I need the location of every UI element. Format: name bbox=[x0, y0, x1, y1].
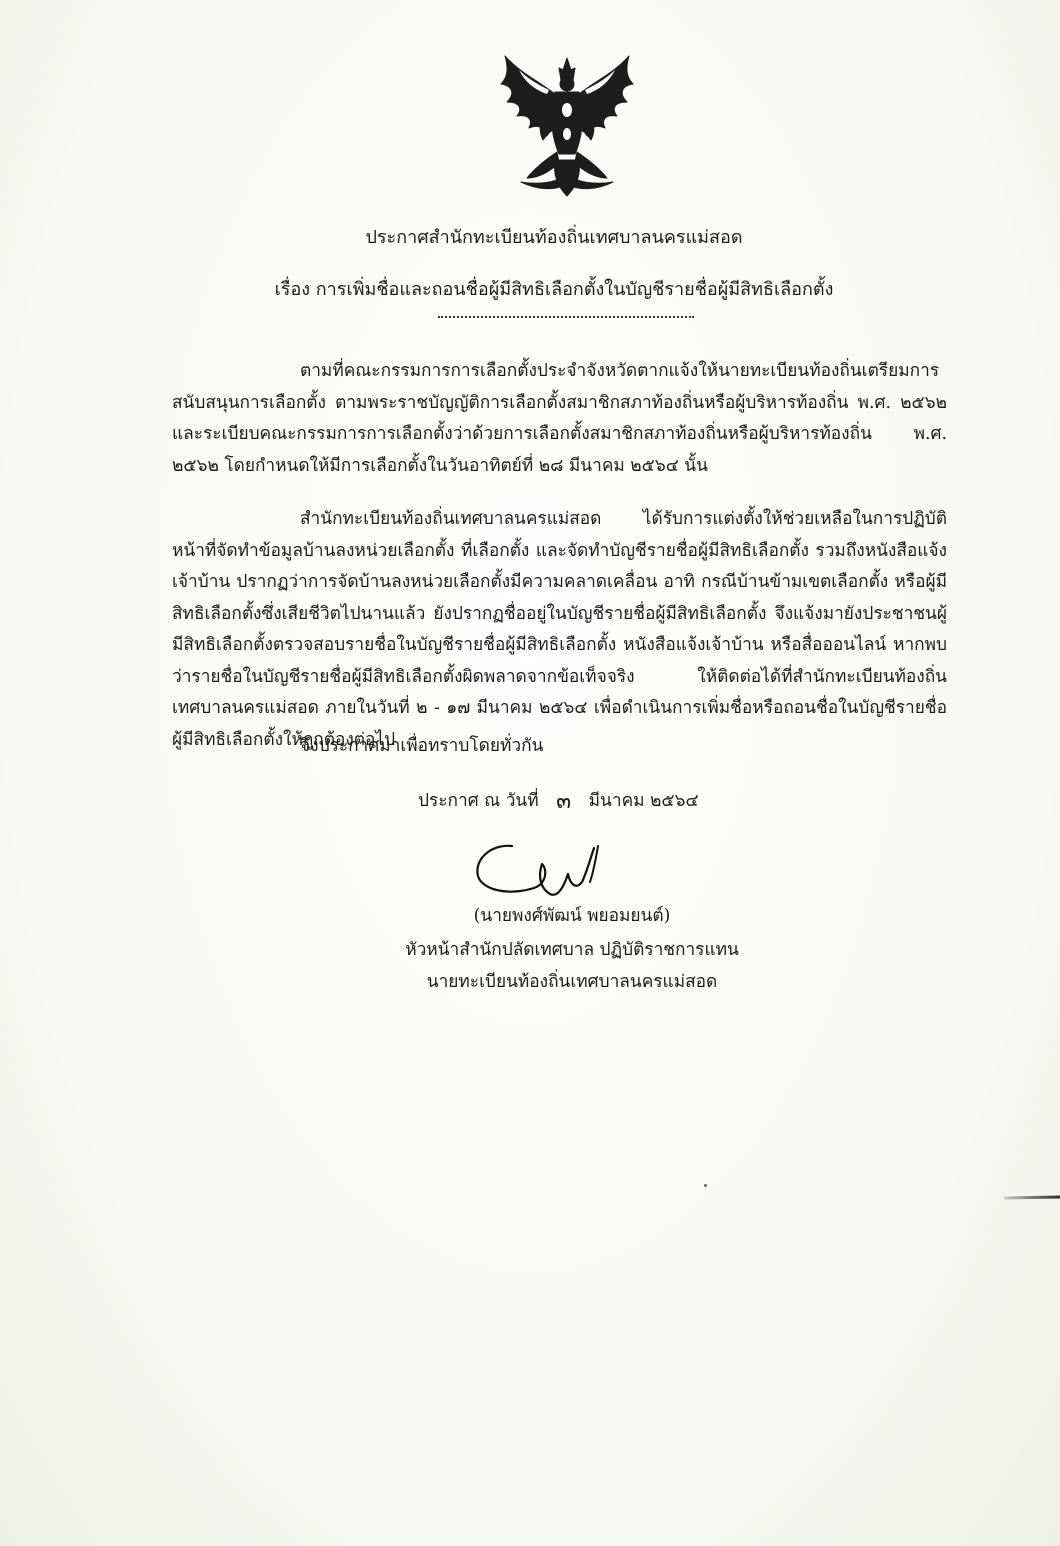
closing-statement: จึงประกาศมาเพื่อทราบโดยทั่วกัน bbox=[300, 736, 544, 756]
signatory-position-1: หัวหน้าสำนักปลัดเทศบาล ปฏิบัติราชการแทน bbox=[405, 940, 739, 960]
announcement-title: ประกาศสำนักทะเบียนท้องถิ่นเทศบาลนครแม่สอด bbox=[365, 227, 743, 248]
date-day: ๓ bbox=[556, 789, 572, 814]
handwritten-signature bbox=[468, 836, 628, 906]
paper-edge-mark bbox=[1004, 1196, 1060, 1200]
signatory-position-2: นายทะเบียนท้องถิ่นเทศบาลนครแม่สอด bbox=[426, 972, 718, 992]
announcement-subject: เรื่อง การเพิ่มชื่อและถอนชื่อผู้มีสิทธิเลือกตั้งในบัญชีรายชื่อผู้มีสิทธิเลือกตั้ง bbox=[274, 279, 834, 300]
body-paragraph-1: ตามที่คณะกรรมการการเลือกตั้งประจำจังหวัดตากแจ้งให้นายทะเบียนท้องถิ่นเตรียมการสนับสนุนการเลือกตั้ง ตามพระราชบัญญัติการเลือกตั้งสมาชิกสภาท้องถิ่นหรือผู้บริหารท้องถิ่น พ.ศ. ๒๕๖๒ และระเบียบคณะกรรมการการเลือกตั้งว่าด้วยการเลือกตั้งสมาชิกสภาท้องถิ่นหรือผู้บริหารท้องถิ่น พ.ศ. ๒๕๖๒ โดยกำหนดให้มีการเลือกตั้งในวันอาทิตย์ที่ ๒๘ มีนาคม ๒๕๖๔ นั้น bbox=[172, 361, 947, 476]
title-divider bbox=[438, 316, 694, 318]
signatory-name: (นายพงศ์พัฒน์ พยอมยนต์) bbox=[473, 906, 671, 926]
paper-speck bbox=[704, 1184, 707, 1187]
date-month-year: มีนาคม ๒๕๖๔ bbox=[588, 791, 699, 811]
garuda-emblem-icon bbox=[497, 50, 637, 200]
date-prefix: ประกาศ ณ วันที่ bbox=[418, 791, 539, 811]
body-paragraph-2: สำนักทะเบียนท้องถิ่นเทศบาลนครแม่สอด ได้รับการแต่งตั้งให้ช่วยเหลือในการปฏิบัติหน้าที่จัดทำข้อมูลบ้านลงหน่วยเลือกตั้ง ที่เลือกตั้ง และจัดทำบัญชีรายชื่อผู้มีสิทธิเลือกตั้ง รวมถึงหนังสือแจ้งเจ้าบ้าน ปรากฏว่าการจัดบ้านลงหน่วยเลือกตั้งมีความคลาดเคลื่อน อาทิ กรณีบ้านข้ามเขตเลือกตั้ง หรือผู้มีสิทธิเลือกตั้งซึ่งเสียชีวิตไปนานแล้ว ยังปรากฏชื่ออยู่ในบัญชีรายชื่อผู้มีสิทธิเลือกตั้ง จึงแจ้งมายังประชาชนผู้มีสิทธิเลือกตั้งตรวจสอบรายชื่อในบัญชีรายชื่อผู้มีสิทธิเลือกตั้ง หนังสือแจ้งเจ้าบ้าน หรือสื่อออนไลน์ หากพบว่ารายชื่อในบัญชีรายชื่อผู้มีสิทธิเลือกตั้งผิดพลาดจากข้อเท็จจริง ให้ติดต่อได้ที่สำนักทะเบียนท้องถิ่นเทศบาลนครแม่สอด ภายในวันที่ ๒ - ๑๗ มีนาคม ๒๕๖๔ เพื่อดำเนินการเพิ่มชื่อหรือถอนชื่อในบัญชีรายชื่อผู้มีสิทธิเลือกตั้งให้ถูกต้องต่อไป bbox=[172, 509, 947, 750]
announcement-date bbox=[418, 788, 699, 813]
